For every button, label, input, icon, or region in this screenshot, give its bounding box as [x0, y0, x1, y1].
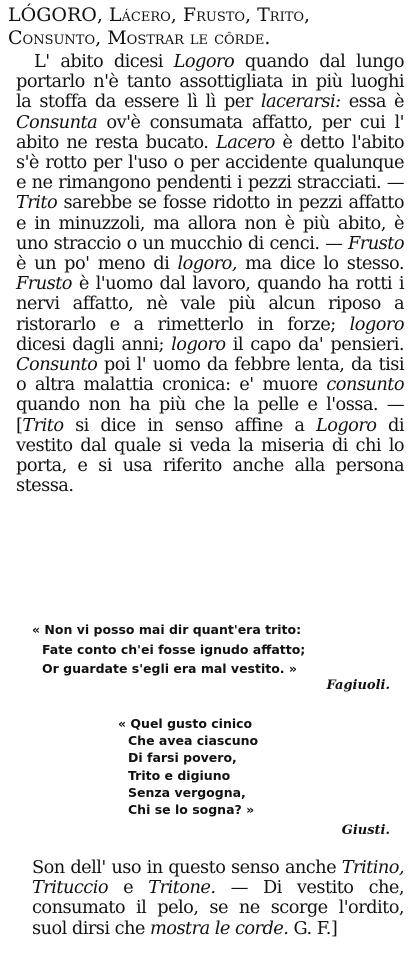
- quote-line: Senza vergogna,: [128, 784, 246, 800]
- term: Consunta: [16, 111, 98, 133]
- quote-line: Or guardate s'egli era mal vestito. »: [42, 661, 297, 676]
- term: consunto: [326, 374, 404, 396]
- term: Tritino, Trituccio: [32, 857, 404, 899]
- body-text: quando non ha più che la pelle e l'ossa. —[: [16, 394, 404, 436]
- quote-line: Che avea ciascuno: [128, 733, 259, 749]
- body-text: G. F.]: [288, 917, 338, 939]
- quote-author: Giusti.: [341, 823, 390, 838]
- body-text: e: [108, 877, 149, 899]
- body-text: ma dice lo stesso.: [236, 253, 404, 275]
- term: Logoro: [315, 414, 377, 436]
- quote-line: Chi se lo sogna? »: [128, 802, 255, 818]
- entry-synonyms: , Lácero, Frusto, Trito, Consunto, Mostrar le côrde.: [8, 4, 311, 49]
- quote-line: Fate conto ch'ei fosse ignudo affatto;: [42, 641, 306, 657]
- closing-paragraph: [32, 858, 404, 939]
- body-text: è detto l'abito s'è rotto per l'uso o per accidente qualunque e ne rimangono pendenti i pezzi stracciati. —: [16, 131, 404, 194]
- body-text: L' abito dicesi: [34, 51, 174, 72]
- term: logoro,: [177, 253, 237, 275]
- term: mostra le corde.: [150, 917, 289, 939]
- quote-line: « Non vi posso mai dir quant'era trito:: [32, 622, 302, 637]
- entry-body: [16, 52, 404, 496]
- term: Tritone.: [148, 877, 216, 899]
- body-text: Son dell' uso in questo senso anche: [32, 857, 342, 878]
- body-text: è un po' meno di: [16, 253, 178, 275]
- term: Trito: [16, 192, 58, 214]
- entry-head-word: LÓGORO: [8, 4, 97, 26]
- term: Frusto: [16, 273, 72, 295]
- body-text: si dice in senso affine a: [63, 414, 316, 436]
- quote-line: Di farsi povero,: [128, 750, 237, 766]
- body-text: ov'è consumata affatto, per cui l' abito ne resta bucato.: [16, 111, 404, 153]
- term: logoro: [171, 333, 226, 355]
- term: Lacero: [215, 131, 275, 153]
- term: Frusto: [348, 232, 404, 254]
- body-text: — Di vestito che, consumato il pelo, se ne scorge l'ordito, suol dirsi che: [32, 877, 404, 939]
- term: lacerarsi:: [260, 91, 341, 113]
- quote-giusti: [118, 715, 338, 818]
- body-text: sarebbe se fosse ridotto in pezzi affatto e in minuzzoli, ma allora non è più abito, è uno straccio o un mucchio di cenci. —: [16, 192, 404, 254]
- quote-author: Fagiuoli.: [326, 678, 390, 693]
- entry-heading: [8, 4, 408, 50]
- body-text: dicesi dagli anni;: [16, 333, 172, 355]
- body-text: poi l' uomo da febbre lenta, da tisi o altra malattia cronica: e' muore: [16, 354, 404, 396]
- body-text: di vestito dal quale si veda la miseria di chi lo porta, e si usa riferito anche alla persona stessa.: [16, 414, 404, 497]
- body-text: essa è: [340, 91, 404, 113]
- term: Logoro: [173, 51, 235, 72]
- term: logoro: [349, 313, 404, 335]
- body-text: il capo da' pensieri.: [225, 333, 404, 355]
- term: Consunto: [16, 354, 98, 376]
- quote-line: « Quel gusto cinico: [118, 716, 253, 731]
- quote-line: Trito e digiuno: [128, 767, 231, 783]
- body-text: è l'uomo dal lavoro, quando ha rotti i nervi affatto, nè vale più alcun riposo a ristorarlo e a rimetterlo in forze;: [16, 273, 404, 335]
- quote-fagiuoli: [32, 620, 404, 679]
- body-text: quando dal lungo portarlo n'è tanto assottigliata in più luoghi la stoffa da essere lì lì per: [16, 51, 404, 113]
- term: Trito: [22, 414, 64, 436]
